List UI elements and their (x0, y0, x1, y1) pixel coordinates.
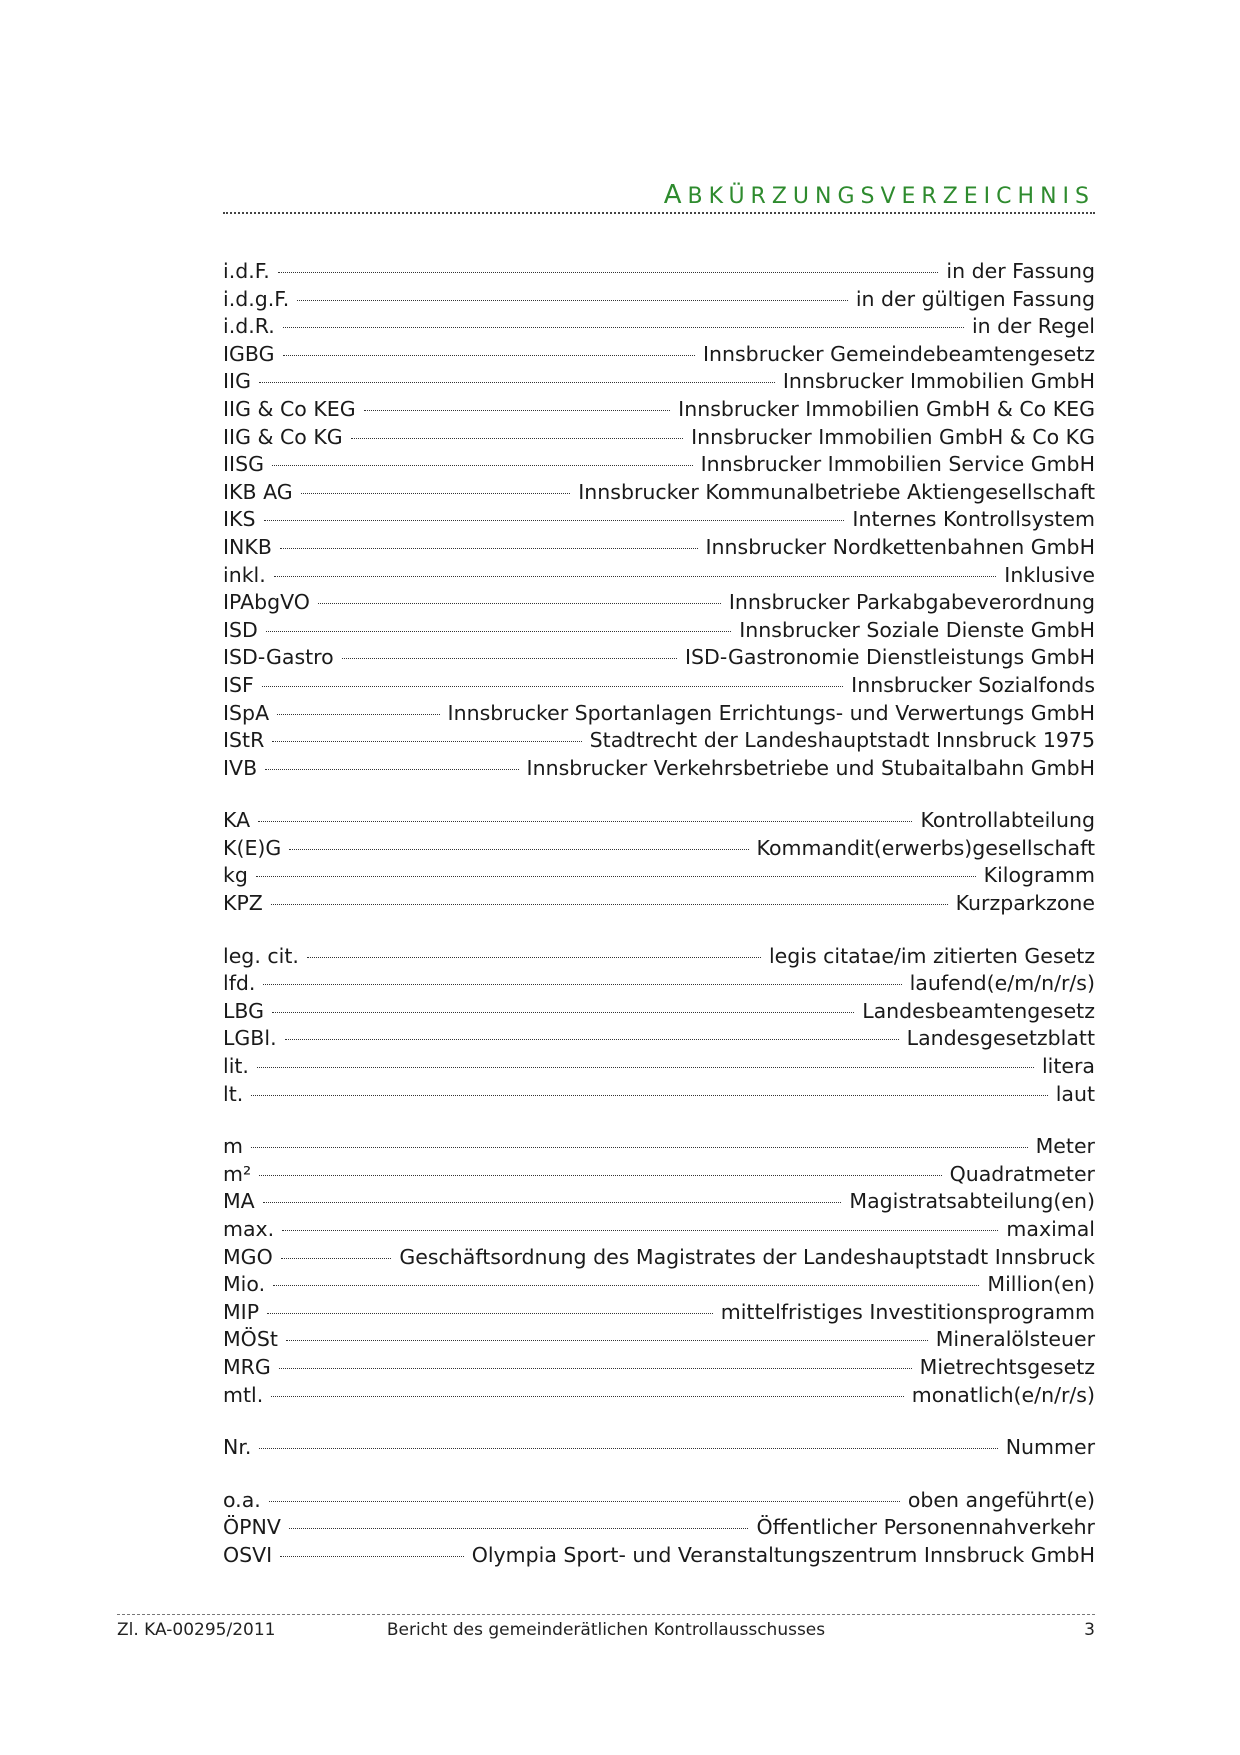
abbreviation-meaning: in der Fassung (946, 259, 1095, 283)
abbreviation-list (223, 258, 1095, 1570)
abbreviation-meaning: Innsbrucker Kommunalbetriebe Aktiengesellschaft (578, 479, 1095, 504)
header-divider (223, 212, 1095, 214)
abbreviation-entry (223, 700, 1095, 728)
abbreviation-term: kg (223, 863, 248, 888)
abbreviation-meaning: in der Regel (971, 314, 1095, 339)
abbreviation-term: MÖSt (223, 1327, 278, 1352)
dot-leader (251, 1095, 1047, 1096)
dot-leader (271, 1396, 904, 1397)
footer-report-title: Bericht des gemeinderätlichen Kontrollausschusses (386, 1620, 826, 1640)
abbreviation-entry (223, 506, 1095, 534)
abbreviation-term: KA (223, 808, 251, 833)
abbreviation-entry (223, 1382, 1095, 1410)
abbreviation-term: lit. (223, 1054, 249, 1079)
abbreviation-term: MRG (223, 1354, 271, 1379)
abbreviation-meaning: Nummer (1005, 1435, 1095, 1460)
dot-leader (266, 631, 731, 632)
abbreviation-meaning: Meter (1035, 1134, 1095, 1159)
abbreviation-meaning: Kilogramm (983, 863, 1095, 888)
abbreviation-meaning: Öffentlicher Personennahverkehr (756, 1515, 1095, 1540)
abbreviation-term: i.d.R. (223, 314, 275, 339)
abbreviation-entry (223, 1025, 1095, 1053)
dot-leader (283, 355, 695, 356)
abbreviation-entry (223, 807, 1095, 835)
abbreviation-term: IIG (223, 369, 251, 394)
dot-leader (264, 520, 845, 521)
abbreviation-meaning: in der gültigen Fassung (855, 286, 1095, 311)
abbreviation-meaning: Magistratsabteilung(en) (849, 1189, 1095, 1214)
abbreviation-entry (223, 862, 1095, 890)
abbreviation-term: IGBG (223, 341, 275, 366)
dot-leader (307, 957, 761, 958)
group-spacer (223, 918, 1095, 943)
abbreviation-meaning: Innsbrucker Nordkettenbahnen GmbH (705, 534, 1095, 559)
dot-leader (283, 327, 964, 328)
dot-leader (301, 493, 571, 494)
abbreviation-entry (223, 1542, 1095, 1570)
dot-leader (278, 272, 939, 273)
abbreviation-entry (223, 396, 1095, 424)
abbreviation-entry (223, 1053, 1095, 1081)
abbreviation-entry (223, 1434, 1095, 1462)
abbreviation-entry (223, 1244, 1095, 1272)
dot-leader (281, 1258, 392, 1259)
dot-leader (272, 741, 581, 742)
dot-leader (263, 984, 901, 985)
dot-leader (277, 714, 439, 715)
abbreviation-meaning: Innsbrucker Immobilien GmbH & Co KG (691, 424, 1095, 449)
abbreviation-term: lfd. (223, 971, 256, 996)
abbreviation-entry (223, 1487, 1095, 1515)
abbreviation-term: i.d.g.F. (223, 286, 290, 311)
abbreviation-meaning: Geschäftsordnung des Magistrates der Landeshauptstadt Innsbruck (399, 1244, 1095, 1269)
abbreviation-term: IStR (223, 728, 265, 753)
abbreviation-meaning: legis citatae/im zitierten Gesetz (768, 943, 1095, 968)
dot-leader (364, 410, 671, 411)
abbreviation-meaning: mittelfristiges Investitionsprogramm (720, 1299, 1095, 1324)
abbreviation-entry (223, 313, 1095, 341)
abbreviation-entry (223, 617, 1095, 645)
abbreviation-meaning: Internes Kontrollsystem (852, 507, 1095, 532)
dot-leader (297, 300, 848, 301)
abbreviation-term: i.d.F. (223, 259, 270, 283)
abbreviation-entry (223, 970, 1095, 998)
group-spacer (223, 1462, 1095, 1487)
abbreviation-term: ISD-Gastro (223, 645, 334, 670)
abbreviation-meaning: Innsbrucker Sportanlagen Errichtungs- und Verwertungs GmbH (447, 700, 1095, 725)
abbreviation-meaning: Innsbrucker Parkabgabeverordnung (728, 590, 1095, 615)
abbreviation-meaning: oben angeführt(e) (907, 1487, 1095, 1512)
page-title-rest: BKÜRZUNGSVERZEICHNIS (687, 184, 1095, 209)
dot-leader (280, 1556, 463, 1557)
abbreviation-entry (223, 943, 1095, 971)
abbreviation-term: MIP (223, 1299, 260, 1324)
abbreviation-meaning: ISD-Gastronomie Dienstleistungs GmbH (684, 645, 1095, 670)
dot-leader (257, 1067, 1034, 1068)
abbreviation-meaning: Innsbrucker Soziale Dienste GmbH (739, 617, 1095, 642)
dot-leader (286, 1340, 928, 1341)
abbreviation-term: IISG (223, 452, 264, 477)
dot-leader (342, 658, 677, 659)
abbreviation-entry (223, 1081, 1095, 1109)
group-spacer (223, 1409, 1095, 1434)
abbreviation-meaning: Quadratmeter (949, 1161, 1095, 1186)
abbreviation-meaning: Mineralölsteuer (935, 1327, 1095, 1352)
dot-leader (262, 686, 843, 687)
dot-leader (258, 821, 912, 822)
abbreviation-term: LBG (223, 998, 265, 1023)
group-spacer (223, 782, 1095, 807)
abbreviation-entry (223, 258, 1095, 286)
abbreviation-entry (223, 286, 1095, 314)
dot-leader (351, 438, 683, 439)
abbreviation-meaning: Olympia Sport- und Veranstaltungszentrum Innsbruck GmbH (471, 1542, 1095, 1567)
dot-leader (273, 1285, 979, 1286)
abbreviation-entry (223, 1514, 1095, 1542)
dot-leader (289, 849, 748, 850)
abbreviation-entry (223, 341, 1095, 369)
abbreviation-entry (223, 755, 1095, 783)
abbreviation-entry (223, 1216, 1095, 1244)
group-spacer (223, 1108, 1095, 1133)
abbreviation-entry (223, 1299, 1095, 1327)
page-title-initial: A (663, 180, 688, 210)
abbreviation-meaning: laufend(e/m/n/r/s) (909, 971, 1095, 996)
dot-leader (256, 876, 976, 877)
abbreviation-meaning: litera (1041, 1054, 1095, 1079)
abbreviation-entry (223, 835, 1095, 863)
abbreviation-term: max. (223, 1217, 275, 1241)
abbreviation-entry (223, 1354, 1095, 1382)
abbreviation-meaning: Kurzparkzone (955, 891, 1095, 916)
abbreviation-meaning: Landesgesetzblatt (906, 1026, 1095, 1051)
abbreviation-term: IPAbgVO (223, 590, 310, 615)
abbreviation-meaning: Innsbrucker Immobilien GmbH & Co KEG (678, 396, 1095, 421)
abbreviation-meaning: Innsbrucker Immobilien Service GmbH (700, 452, 1095, 477)
abbreviation-entry (223, 1188, 1095, 1216)
dot-leader (271, 904, 948, 905)
abbreviation-term: mtl. (223, 1382, 264, 1407)
dot-leader (251, 1147, 1028, 1148)
abbreviation-entry (223, 727, 1095, 755)
abbreviation-term: INKB (223, 534, 272, 559)
abbreviation-meaning: maximal (1006, 1217, 1095, 1241)
abbreviation-term: ISF (223, 672, 254, 697)
abbreviation-entry (223, 368, 1095, 396)
abbreviation-term: IVB (223, 755, 258, 780)
abbreviation-term: ÖPNV (223, 1515, 281, 1540)
abbreviation-term: MGO (223, 1244, 273, 1269)
abbreviation-term: MA (223, 1189, 255, 1214)
footer-reference: Zl. KA-00295/2011 (117, 1620, 276, 1640)
abbreviation-term: OSVI (223, 1542, 273, 1567)
abbreviation-entry (223, 589, 1095, 617)
abbreviation-term: Nr. (223, 1435, 252, 1460)
abbreviation-meaning: Inklusive (1004, 562, 1095, 587)
abbreviation-term: ISD (223, 617, 258, 642)
dot-leader (263, 1202, 842, 1203)
abbreviation-meaning: laut (1055, 1081, 1095, 1106)
abbreviation-entry (223, 534, 1095, 562)
abbreviation-entry (223, 479, 1095, 507)
abbreviation-term: Mio. (223, 1272, 266, 1297)
dot-leader (265, 769, 518, 770)
abbreviation-entry (223, 890, 1095, 918)
dot-leader (259, 382, 775, 383)
abbreviation-entry (223, 1161, 1095, 1189)
dot-leader (269, 1501, 900, 1502)
abbreviation-meaning: Innsbrucker Immobilien GmbH (782, 369, 1095, 394)
abbreviation-meaning: Innsbrucker Sozialfonds (851, 672, 1095, 697)
abbreviation-term: KPZ (223, 891, 263, 916)
abbreviation-term: m² (223, 1161, 252, 1186)
dot-leader (282, 1230, 998, 1231)
dot-leader (259, 1448, 997, 1449)
abbreviation-term: inkl. (223, 562, 266, 587)
abbreviation-entry (223, 672, 1095, 700)
dot-leader (259, 1175, 941, 1176)
abbreviation-meaning: Innsbrucker Gemeindebeamtengesetz (702, 341, 1095, 366)
abbreviation-meaning: monatlich(e/n/r/s) (911, 1382, 1095, 1407)
abbreviation-entry (223, 451, 1095, 479)
abbreviation-entry (223, 562, 1095, 590)
abbreviation-entry (223, 1133, 1095, 1161)
abbreviation-meaning: Million(en) (987, 1272, 1095, 1297)
page-title (223, 180, 1095, 210)
abbreviation-meaning: Mietrechtsgesetz (919, 1354, 1095, 1379)
abbreviation-entry (223, 424, 1095, 452)
abbreviation-term: IIG & Co KEG (223, 396, 356, 421)
abbreviation-meaning: Innsbrucker Verkehrsbetriebe und Stubaitalbahn GmbH (526, 755, 1095, 780)
abbreviation-term: IKB AG (223, 479, 293, 504)
abbreviation-meaning: Landesbeamtengesetz (862, 998, 1095, 1023)
abbreviation-entry (223, 1326, 1095, 1354)
abbreviation-term: leg. cit. (223, 943, 299, 968)
abbreviation-entry (223, 998, 1095, 1026)
abbreviation-term: ISpA (223, 700, 270, 725)
dot-leader (274, 576, 997, 577)
dot-leader (272, 1012, 854, 1013)
dot-leader (280, 548, 698, 549)
abbreviation-term: IKS (223, 507, 256, 532)
dot-leader (289, 1528, 749, 1529)
abbreviation-entry (223, 1271, 1095, 1299)
abbreviation-entry (223, 644, 1095, 672)
dot-leader (272, 465, 693, 466)
dot-leader (318, 603, 721, 604)
abbreviation-meaning: Kommandit(erwerbs)gesellschaft (756, 835, 1095, 860)
dot-leader (285, 1039, 899, 1040)
abbreviation-term: o.a. (223, 1487, 261, 1512)
abbreviation-term: LGBl. (223, 1026, 277, 1051)
abbreviation-term: IIG & Co KG (223, 424, 343, 449)
footer-divider (117, 1614, 1095, 1615)
abbreviation-meaning: Kontrollabteilung (920, 808, 1095, 833)
footer-page-number: 3 (1084, 1620, 1095, 1640)
dot-leader (279, 1368, 912, 1369)
abbreviation-term: lt. (223, 1081, 244, 1106)
abbreviation-term: K(E)G (223, 835, 282, 860)
dot-leader (267, 1313, 713, 1314)
abbreviation-term: m (223, 1134, 243, 1159)
abbreviation-meaning: Stadtrecht der Landeshauptstadt Innsbruck 1975 (589, 728, 1095, 753)
